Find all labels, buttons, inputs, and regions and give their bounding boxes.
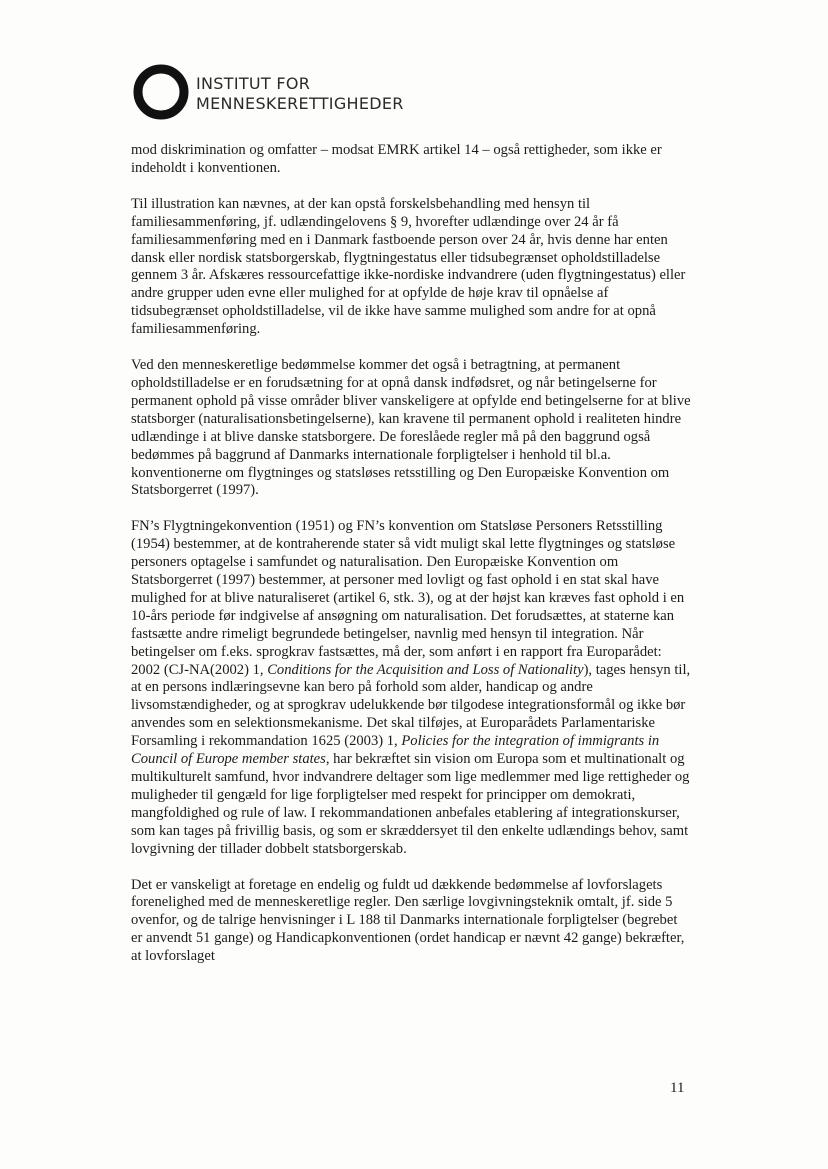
logo-line-1: INSTITUT FOR [196,74,311,93]
paragraph-1: mod diskrimination og omfatter – modsat EMRK artikel 14 – også rettigheder, som ikke er indeholdt i konventionen. [131,142,662,176]
paragraph-4 [131,518,691,858]
institute-logo [133,64,433,120]
paragraph-4-text-2: ), tages hensyn til, at en persons indlæringsevne kan bero på forhold som alder, handicap og andre livsomstændigheder, og at sprogkrav udelukkende bør tilgodese integrationsformål og ikke bør anvendes som en selektionsmekanisme. Det skal tilføjes, at Europarådets Parlamentariske Forsamling i rekommandation 1625 (2003) 1, [131,661,691,750]
report-title: Conditions for the Acquisition and Loss of Nationality [267,661,584,678]
recommendation-title: Policies for the integration of immigrants in Council of Europe member states [131,733,660,768]
logo-line-2: MENNESKERETTIGHEDER [196,94,404,113]
paragraph-5: Det er vanskeligt at foretage en endelig og fuldt ud dækkende bedømmelse af lovforslagets forenelighed med de menneskeretlige regler. Den særlige lovgivningsteknik omtalt, jf. side 5 ovenfor, og de talrige henvisninger i L 188 til Danmarks internationale forpligtelser (begrebet er anvendt 51 gange) og Handicapkonventionen (ordet handicap er nævnt 42 gange) bekræfter, at lovforslaget [131,876,685,965]
document-body [131,142,691,984]
logo-text [196,74,404,114]
logo-circle-icon [133,64,189,120]
paragraph-2: Til illustration kan nævnes, at der kan opstå forskelsbehandling med hensyn til familiesammenføring, jf. udlændingelovens § 9, hvorefter udlændinge over 24 år få familiesammenføring med en i Danmark fastboende person over 24 år, hvis denne har enten dansk eller nordisk statsborgerskab, flygtningestatus eller tidsubegrænset opholdstilladelse gennem 3 år. Afskæres ressourcefattige ikke-nordiske indvandrere (uden flygtningestatus) eller andre grupper uden evne eller mulighed for at opfylde de høje krav til opnåelse af tidsubegrænset opholdstilladelse, vil de ikke have samme mulighed som andre for at opnå familiesammenføring. [131,195,686,338]
page-number: 11 [670,1080,685,1096]
paragraph-4-text-3: , har bekræftet sin vision om Europa som et multinationalt og multikulturelt samfund, hvor indvandrere deltager som lige medlemmer med lige rettigheder og muligheder til gengæld for lige forpligtelser med respekt for principper om demokrati, mangfoldighed og rule of law. I rekommandationen anbefales etablering af integrationskurser, som kan tages på frivillig basis, og som er skræddersyet til den enkelte udlændings behov, samt lovgivning der tillader dobbelt statsborgerskab. [131,751,690,857]
paragraph-4-text-1: FN’s Flygtningekonvention (1951) og FN’s konvention om Statsløse Personers Retsstilling (1954) bestemmer, at de kontraherende stater så vidt muligt skal lette flygtninges og statsløse personers optagelse i samfundet og naturalisation. Den Europæiske Konvention om Statsborgerret (1997) bestemmer, at personer med lovligt og fast ophold i en stat skal have mulighed for at blive naturaliseret (artikel 6, stk. 3), og at der højst kan kræves fast ophold i en 10-års periode før indgivelse af ansøgning om naturalisation. Det forudsættes, at staterne kan fastsætte andre rimeligt begrundede betingelser, navnlig med hensyn til integration. Når betingelser om f.eks. sprogkrav fastsættes, må der, som anført i en rapport fra Europarådet: 2002 (CJ-NA(2002) 1, [131,518,685,678]
paragraph-3: Ved den menneskeretlige bedømmelse kommer det også i betragtning, at permanent opholdstilladelse er en forudsætning for at opnå dansk indfødsret, og når betingelserne for permanent ophold på visse områder bliver vanskeligere at opfylde end betingelserne for at blive statsborger (naturalisationsbetingelserne), kan kravene til permanent ophold i realiteten hindre udlændinge i at blive danske statsborgere. De foreslåede regler må på den baggrund også bedømmes på baggrund af Danmarks internationale forpligtelser i henhold til bl.a. konventionerne om flygtninges og statsløses retsstilling og Den Europæiske Konvention om Statsborgerret (1997). [131,357,691,499]
